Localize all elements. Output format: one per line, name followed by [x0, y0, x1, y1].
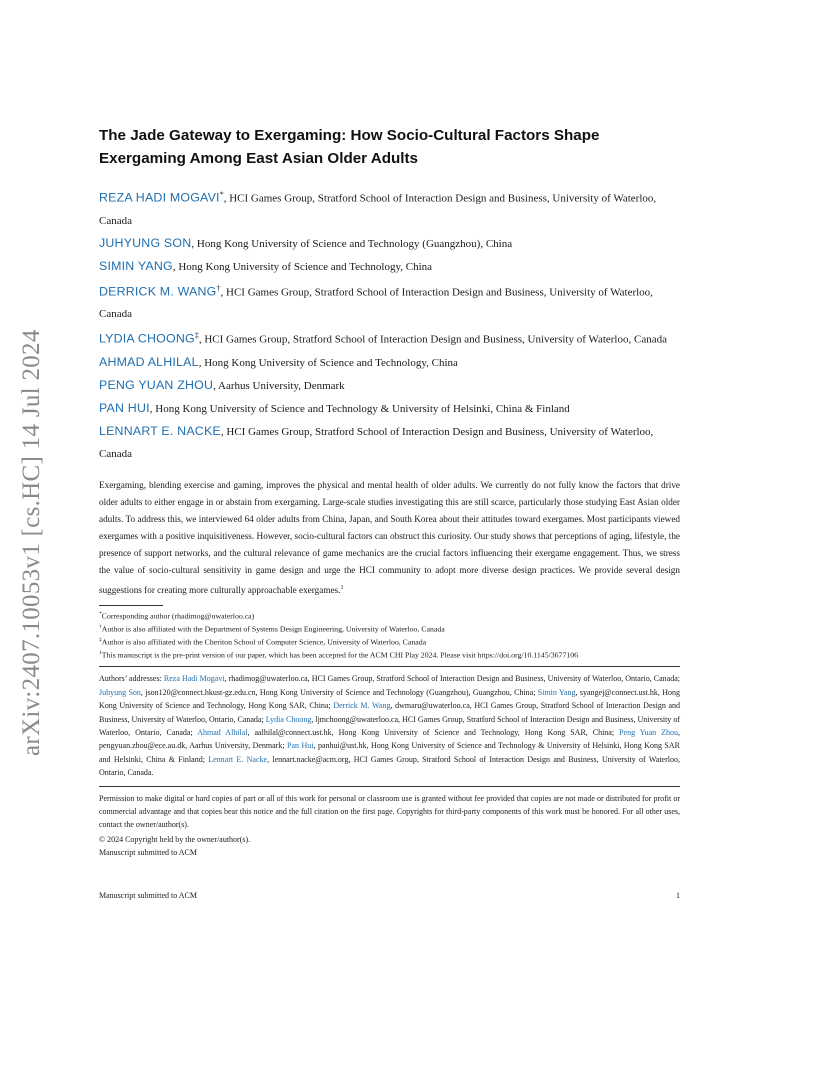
footnote-mark: ‡ [99, 637, 102, 644]
author-name[interactable]: PENG YUAN ZHOU [99, 377, 214, 392]
author-name[interactable]: LENNART E. NACKE [99, 423, 221, 438]
footnote-text: Author is also affiliated with the Cheriton School of Computer Science, University of Waterloo, Canada [101, 637, 427, 647]
footnote [99, 609, 680, 622]
address-author-link[interactable]: Ahmad Alhilal [197, 728, 248, 738]
footnote [99, 635, 680, 648]
running-footer-text: Manuscript submitted to ACM [99, 891, 197, 900]
address-details: , syangej@connect.ust.hk, Hong Kong University of Science and Technology, Hong Kong SAR, China; [99, 687, 681, 711]
address-details: , ljmchoong@uwaterloo.ca, HCI Games Group, Stratford School of Interaction Design and Business, University of Waterloo, Ontario, Canada; [99, 714, 680, 738]
author-name[interactable]: AHMAD ALHILAL [99, 354, 199, 369]
abstract [99, 477, 680, 599]
address-details: , aalhilal@connect.ust.hk, Hong Kong University of Science and Technology, Hong Kong SAR, China; [247, 728, 620, 738]
author-affiliation: , Hong Kong University of Science and Technology & University of Helsinki, China & Finland [149, 402, 570, 415]
footnotes [99, 609, 680, 662]
author-entry [99, 397, 680, 420]
manuscript-note: Manuscript submitted to ACM [99, 847, 197, 857]
address-author-link[interactable]: Pan Hui [287, 741, 314, 751]
author-entry [99, 325, 680, 351]
permission-block [99, 786, 680, 859]
footnote-mark: 1 [99, 650, 102, 657]
author-mark: * [219, 190, 224, 199]
paper-first-page [99, 124, 680, 859]
footnote-rule [99, 605, 163, 606]
author-affiliation: , HCI Games Group, Stratford School of Interaction Design and Business, University of Waterloo, Canada [99, 425, 654, 460]
address-details: , panhui@ust.hk, Hong Kong University of Science and Technology & University of Helsinki, Hong Kong SAR and Helsinki, China & Finland; [99, 741, 680, 764]
author-list [99, 184, 680, 465]
author-affiliation: , Hong Kong University of Science and Technology, China [172, 260, 433, 273]
address-author-link[interactable]: Reza Hadi Mogavi [163, 674, 225, 684]
author-addresses [99, 666, 680, 779]
footnote-text: This manuscript is the pre-print version of our paper, which has been accepted for the ACM CHI Play 2024. Please visit https://doi.org/10.1145/3677106 [101, 650, 579, 660]
address-author-link[interactable]: Derrick M. Wang [333, 701, 391, 711]
author-entry [99, 351, 680, 374]
author-entry [99, 420, 680, 465]
author-name[interactable]: JUHYUNG SON [99, 235, 192, 250]
address-author-link[interactable]: Lydia Choong [265, 714, 312, 724]
author-affiliation: , HCI Games Group, Stratford School of Interaction Design and Business, University of Waterloo, Canada [198, 333, 667, 346]
copyright-line: © 2024 Copyright held by the owner/author(s). [99, 834, 251, 844]
address-author-link[interactable]: Lennart E. Nacke [208, 754, 268, 764]
addresses-label: Authors’ addresses: [99, 674, 164, 684]
address-details: , json120@connect.hkust-gz.edu.cn, Hong Kong University of Science and Technology (Guangzhou), Guangzhou, China; [140, 687, 538, 697]
address-details: , lennart.nacke@acm.org, HCI Games Group, Stratford School of Interaction Design and Business, University of Waterloo, Ontario, Canada. [99, 754, 680, 778]
arxiv-stamp-text: arXiv:2407.10053v1 [cs.HC] 14 Jul 2024 [18, 329, 45, 756]
author-affiliation: , Hong Kong University of Science and Technology (Guangzhou), China [191, 237, 513, 250]
author-entry [99, 232, 680, 255]
author-affiliation: , Aarhus University, Denmark [213, 379, 345, 392]
address-author-link[interactable]: Juhyung Son [99, 687, 141, 697]
author-entry [99, 255, 680, 278]
author-name[interactable]: DERRICK M. WANG [99, 284, 217, 299]
address-details: , rhadimog@uwaterloo.ca, HCI Games Group, Stratford School of Interaction Design and Business, University of Waterloo, Ontario, Canada; [224, 674, 680, 684]
footnote [99, 648, 680, 661]
address-details: , dwmaru@uwaterloo.ca, HCI Games Group, Stratford School of Interaction Design and Business, University of Waterloo, Ontario, Canada; [99, 701, 681, 724]
author-affiliation: , HCI Games Group, Stratford School of Interaction Design and Business, University of Waterloo, Canada [99, 192, 657, 227]
author-entry [99, 278, 680, 326]
author-entry [99, 374, 680, 397]
author-entry [99, 184, 680, 232]
author-affiliation: , Hong Kong University of Science and Technology, China [198, 356, 458, 369]
running-footer [99, 891, 680, 900]
address-author-link[interactable]: Simin Yang [537, 687, 576, 697]
footnote-text: Author is also affiliated with the Department of Systems Design Engineering, University of Waterloo, Canada [101, 624, 445, 634]
author-name[interactable]: PAN HUI [99, 400, 150, 415]
author-name[interactable]: LYDIA CHOONG [99, 331, 195, 346]
permission-text: Permission to make digital or hard copies of part or all of this work for personal or classroom use is granted without fee provided that copies are not made or distributed for profit or commercial advantage and that copies bear this notice and the full citation on the first page. Copyrights for third-party components of this work must be honored. For all other uses, contact the owner/author(s). [99, 793, 680, 830]
footnote [99, 622, 680, 635]
page-number: 1 [676, 891, 680, 900]
address-author-link[interactable]: Peng Yuan Zhou [619, 728, 679, 738]
footnote-text: Corresponding author (rhadimog@uwaterloo.ca) [101, 611, 255, 621]
paper-title: The Jade Gateway to Exergaming: How Socio-Cultural Factors Shape Exergaming Among East Asian Older Adults [99, 127, 600, 167]
author-name[interactable]: SIMIN YANG [99, 258, 173, 273]
footnote-mark: * [99, 610, 102, 617]
author-name[interactable]: REZA HADI MOGAVI [99, 190, 220, 205]
author-mark: † [216, 283, 221, 293]
author-affiliation: , HCI Games Group, Stratford School of Interaction Design and Business, University of Waterloo, Canada [99, 286, 653, 321]
abstract-footnote-mark: 1 [340, 584, 344, 591]
footnote-mark: † [99, 623, 102, 630]
abstract-text: Exergaming, blending exercise and gaming, improves the physical and mental health of older adults. We currently do not fully know the factors that drive older adults to either engage in or abstain from exergaming. Large-scale studies investigating this are still scarce, particularly those studying East Asian older adults. To address this, we interviewed 64 older adults from China, Japan, and South Korea about their attitudes toward exergames. Most participants viewed exergames with a positive inquisitiveness. However, socio-cultural factors can obstruct this curiosity. Our study shows that perceptions of aging, lifestyle, the presence of support networks, and the cultural relevance of game mechanics are the crucial factors influencing their exergame engagement. Thus, we stress the value of socio-cultural sensitivity in game design and urge the HCI community to adopt more diverse design practices. We provide several design suggestions for creating more culturally approachable exergames. [99, 479, 680, 595]
address-details: , pengyuan.zhou@ece.au.dk, Aarhus University, Denmark; [99, 728, 681, 751]
author-mark: ‡ [194, 331, 199, 341]
